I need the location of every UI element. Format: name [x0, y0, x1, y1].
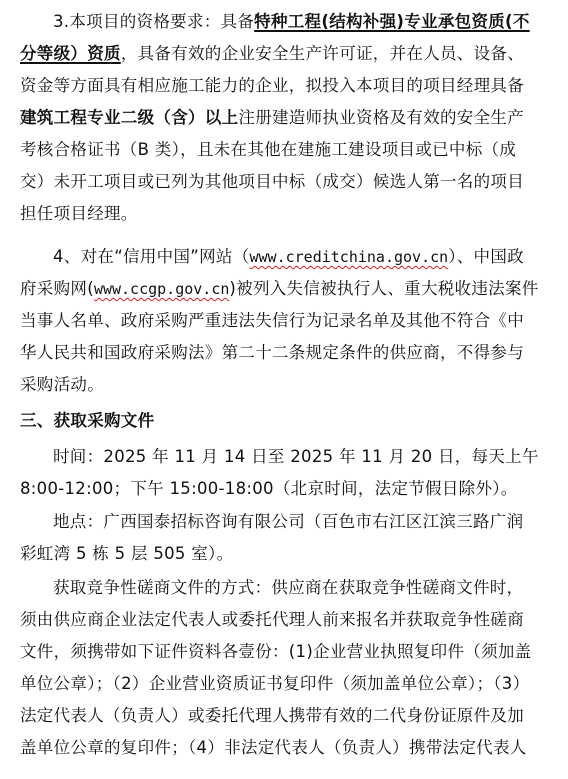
bold-underlined-text: 分等级）资质: [20, 44, 121, 63]
text-line: 单位公章）；（2）企业营业资质证书复印件（须加盖单位公章）；（3）: [20, 674, 530, 693]
text-line: 法定代表人（负责人）或委托代理人携带有效的二代身份证原件及加: [20, 706, 524, 725]
text-line: 华人民共和国政府采购法》第二十二条规定条件的供应商，不得参与: [20, 343, 524, 362]
qualification-paragraph: [20, 6, 544, 230]
text-line: 8:00-12:00；下午 15:00-18:00（北京时间，法定节假日除外）。: [20, 479, 518, 498]
text-run: ，具备有效的企业安全生产许可证，并在人员、设备、: [120, 44, 525, 63]
text-line: 资金等方面具有相应施工能力的企业，拟投入本项目的项目经理具备: [20, 76, 524, 95]
text-run: 注册建造师执业资格及有效的安全生产: [238, 108, 525, 127]
text-line: 地点：广西国泰招标咨询有限公司（百色市右江区江滨三路广润: [53, 512, 524, 531]
text-line: 文件，须携带如下证件资料各壹份：(1)企业营业执照复印件（须加盖: [20, 642, 532, 661]
text-line: 获取竞争性磋商文件的方式：供应商在获取竞争性磋商文件时，: [53, 578, 524, 597]
text-run: 4、对在“信用中国”网站（: [53, 247, 250, 266]
text-line: [20, 241, 544, 273]
text-line: 担任项目经理。: [20, 204, 138, 223]
text-line: 彩虹湾 5 栋 5 层 505 室）。: [20, 544, 234, 563]
credit-paragraph: [20, 241, 544, 401]
heading-text: 三、获取采购文件: [20, 411, 155, 430]
text-line: [20, 102, 544, 134]
text-line: 采购活动。: [20, 375, 104, 394]
method-paragraph: [20, 572, 544, 764]
ccgp-link[interactable]: www.ccgp.gov.cn: [93, 280, 230, 298]
text-line: [20, 6, 544, 38]
bold-underlined-text: 特种工程(结构补强)专业承包资质(不: [254, 12, 530, 31]
text-run: 3.本项目的资格要求：具备: [53, 12, 255, 31]
text-line: 交）未开工项目或已列为其他项目中标（成交）候选人第一名的项目: [20, 172, 524, 191]
place-paragraph: [20, 506, 544, 570]
text-line: 须由供应商企业法定代表人或委托代理人前来报名并获取竞争性磋商: [20, 610, 524, 629]
text-line: 时间：2025 年 11 月 14 日至 2025 年 11 月 20 日，每天上午: [53, 447, 539, 466]
text-line: 当事人名单、政府采购严重违法失信行为记录名单及其他不符合《中: [20, 311, 524, 330]
text-line: 盖单位公章的复印件；（4）非法定代表人（负责人）携带法定代表人: [20, 738, 527, 757]
time-paragraph: [20, 441, 544, 505]
text-line: [20, 273, 544, 305]
text-run: )被列入失信被执行人、重大税收违法案件: [229, 279, 539, 298]
text-line: 考核合格证书（B 类），且未在其他在建施工建设项目或已中标（成: [20, 140, 517, 159]
text-line: [20, 38, 544, 70]
text-run: ）、中国政: [448, 247, 524, 266]
bold-text: 建筑工程专业二级（含）以上: [20, 108, 239, 127]
section-heading: [20, 405, 544, 437]
creditchina-link[interactable]: www.creditchina.gov.cn: [249, 248, 449, 266]
text-run: 府采购网(: [20, 279, 94, 298]
